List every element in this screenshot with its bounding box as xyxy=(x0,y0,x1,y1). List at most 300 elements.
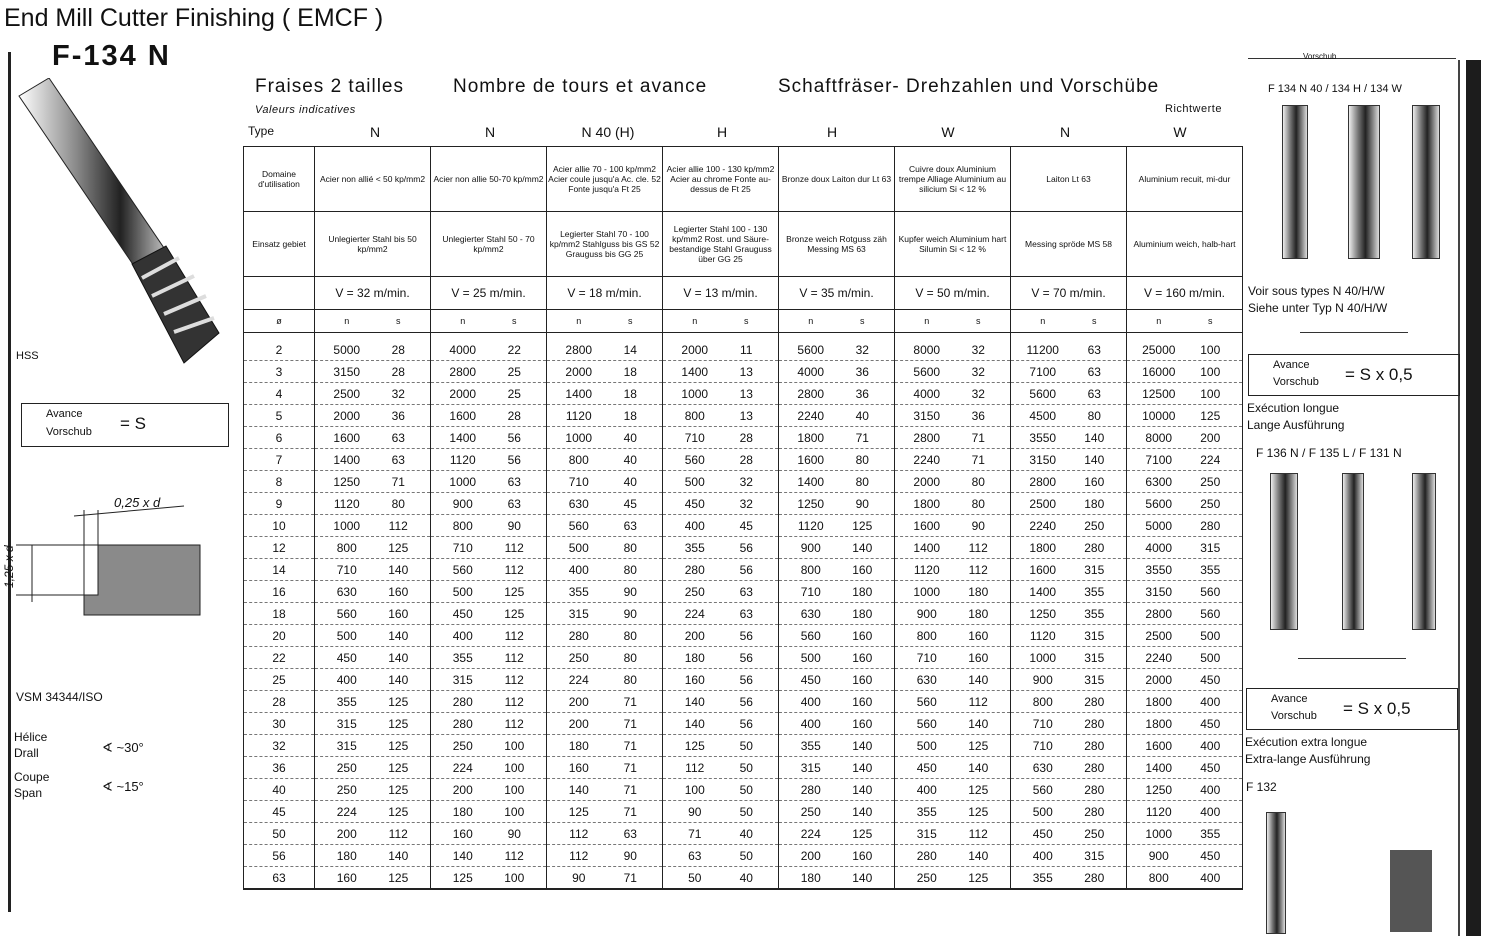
rpm-value: 1800 xyxy=(1029,540,1057,555)
einsatz-cell: Legierter Stahl 70 - 100 kp/mm2 Stahlguss bis GS 52 Grauguss bis GG 25 xyxy=(547,212,663,277)
ns-cell xyxy=(1127,493,1243,515)
header-french-2: Nombre de tours et avance xyxy=(453,76,708,97)
ns-cell xyxy=(895,625,1011,647)
ns-cell xyxy=(431,625,547,647)
rpm-value: 630 xyxy=(1032,760,1053,775)
rpm-value: 2000 xyxy=(333,408,361,423)
voir-text: Voir sous types N 40/H/W xyxy=(1248,284,1385,298)
diameter-header: ø xyxy=(244,310,315,333)
rpm-value: 400 xyxy=(916,782,937,797)
feed-value: 160 xyxy=(968,650,989,665)
rpm-value: 250 xyxy=(800,804,821,819)
ns-cell xyxy=(431,867,547,890)
ns-cell xyxy=(547,823,663,845)
feed-value: 160 xyxy=(852,672,873,687)
rpm-value: 5600 xyxy=(1145,496,1173,511)
rpm-value: 355 xyxy=(336,694,357,709)
ns-cell xyxy=(1011,735,1127,757)
rpm-value: 125 xyxy=(684,738,705,753)
table-row xyxy=(244,471,1243,493)
feed-value: 112 xyxy=(968,562,988,577)
rpm-value: 280 xyxy=(452,694,473,709)
rpm-value: 3150 xyxy=(913,408,941,423)
feed-value: 112 xyxy=(968,826,988,841)
feed-value: 125 xyxy=(388,716,409,731)
ns-cell xyxy=(547,669,663,691)
feed-value: 90 xyxy=(971,518,985,533)
ns-cell xyxy=(431,735,547,757)
feed-value: 125 xyxy=(852,826,873,841)
feed-value: 180 xyxy=(968,584,989,599)
ns-cell xyxy=(779,405,895,427)
feed-value: 500 xyxy=(1200,628,1221,643)
feed-value: 71 xyxy=(623,694,637,709)
feed-value: 280 xyxy=(1084,694,1105,709)
einsatz-label: Einsatz gebiet xyxy=(244,212,315,277)
ns-cell xyxy=(663,471,779,493)
rpm-value: 710 xyxy=(1032,716,1053,731)
rpm-value: 1120 xyxy=(565,408,592,423)
ns-cell xyxy=(663,427,779,449)
rpm-value: 2800 xyxy=(797,386,825,401)
ns-cell xyxy=(1127,383,1243,405)
ns-cell xyxy=(547,779,663,801)
feed-value: 450 xyxy=(1200,672,1221,687)
ns-cell xyxy=(431,361,547,383)
rpm-value: 250 xyxy=(916,870,937,885)
rpm-value: 4000 xyxy=(449,342,477,357)
ns-header xyxy=(547,310,663,333)
right-types-1: F 134 N 40 / 134 H / 134 W xyxy=(1268,83,1402,95)
ns-cell xyxy=(663,383,779,405)
ns-cell xyxy=(315,735,431,757)
domaine-label: Domaine d'utilisation xyxy=(244,147,315,212)
feed-value: 140 xyxy=(1084,430,1105,445)
feed-value: 50 xyxy=(739,782,753,797)
ns-header xyxy=(1011,310,1127,333)
ns-cell xyxy=(779,801,895,823)
rpm-value: 100 xyxy=(684,782,705,797)
feed-value: 280 xyxy=(1200,518,1221,533)
diameter-cell: 25 xyxy=(244,669,315,691)
rpm-value: 630 xyxy=(800,606,821,621)
ns-cell xyxy=(663,449,779,471)
ns-cell xyxy=(663,493,779,515)
ns-cell xyxy=(663,405,779,427)
feed-value: 90 xyxy=(507,518,521,533)
feed-value: 250 xyxy=(1200,496,1221,511)
feed-formula-r1: = S x 0,5 xyxy=(1345,365,1413,384)
feed-value: 140 xyxy=(968,716,989,731)
rpm-value: 2500 xyxy=(1145,628,1173,643)
ns-cell xyxy=(895,757,1011,779)
ns-cell xyxy=(547,647,663,669)
ns-cell xyxy=(547,515,663,537)
ns-cell xyxy=(895,867,1011,890)
rpm-value: 450 xyxy=(336,650,357,665)
domaine-row xyxy=(244,147,1243,212)
ns-cell xyxy=(779,735,895,757)
ns-cell xyxy=(895,361,1011,383)
feed-value: 80 xyxy=(391,496,405,511)
ns-cell xyxy=(431,405,547,427)
ns-cell xyxy=(1127,757,1243,779)
rpm-value: 710 xyxy=(800,584,821,599)
ns-cell xyxy=(1011,713,1127,735)
rpm-value: 1600 xyxy=(797,452,825,467)
rpm-value: 4500 xyxy=(1029,408,1057,423)
rpm-value: 63 xyxy=(688,848,702,863)
speed-cell: V = 160 m/min. xyxy=(1127,277,1243,310)
ns-cell xyxy=(663,757,779,779)
feed-value: 50 xyxy=(739,738,753,753)
rpm-value: 800 xyxy=(336,540,357,555)
feed-value: 112 xyxy=(504,672,524,687)
ns-cell xyxy=(431,449,547,471)
ns-cell xyxy=(895,581,1011,603)
ns-cell xyxy=(315,823,431,845)
rpm-value: 2800 xyxy=(913,430,941,445)
rpm-value: 5000 xyxy=(333,342,361,357)
rpm-value: 1000 xyxy=(565,430,593,445)
ns-cell xyxy=(663,823,779,845)
rpm-value: 12500 xyxy=(1142,386,1176,401)
rpm-value: 4000 xyxy=(913,386,941,401)
rpm-value: 355 xyxy=(568,584,589,599)
speed-cell: V = 70 m/min. xyxy=(1011,277,1127,310)
ns-cell xyxy=(895,471,1011,493)
ns-cell xyxy=(895,493,1011,515)
feed-value: 40 xyxy=(855,408,869,423)
feed-value: 13 xyxy=(739,386,753,401)
ns-cell xyxy=(1127,779,1243,801)
rpm-value: 630 xyxy=(568,496,589,511)
rpm-value: 2800 xyxy=(565,342,593,357)
type-label-col-8: W xyxy=(1173,124,1187,140)
feed-value: 112 xyxy=(388,826,408,841)
feed-value: 71 xyxy=(623,738,637,753)
feed-value: 63 xyxy=(507,496,521,511)
feed-value: 125 xyxy=(968,782,989,797)
rpm-value: 2240 xyxy=(797,408,825,423)
execution-extra-longue: Exécution extra longue xyxy=(1245,735,1368,749)
feed-value: 45 xyxy=(739,518,753,533)
feed-value: 125 xyxy=(968,870,989,885)
feed-value: 355 xyxy=(1200,826,1221,841)
extra-lange-ausfuhrung: Extra-lange Ausführung xyxy=(1245,752,1371,766)
feed-value: 80 xyxy=(623,540,637,555)
rpm-value: 1600 xyxy=(449,408,477,423)
feed-value: 125 xyxy=(968,804,989,819)
diameter-cell: 4 xyxy=(244,383,315,405)
feed-value: 250 xyxy=(1084,518,1105,533)
ns-cell xyxy=(315,559,431,581)
ns-cell xyxy=(779,691,895,713)
feed-value: 80 xyxy=(971,496,985,511)
ns-cell xyxy=(663,339,779,361)
rpm-value: 1120 xyxy=(449,452,476,467)
ns-cell xyxy=(1127,625,1243,647)
ns-cell xyxy=(315,603,431,625)
feed-value: 160 xyxy=(852,716,873,731)
rpm-value: 1600 xyxy=(333,430,361,445)
ns-cell xyxy=(547,713,663,735)
rpm-value: 450 xyxy=(800,672,821,687)
rpm-value: 160 xyxy=(452,826,473,841)
vorschub-label-r2: Vorschub xyxy=(1271,710,1317,722)
rpm-value: 50 xyxy=(688,870,702,885)
rpm-value: 400 xyxy=(800,716,821,731)
ns-cell xyxy=(1127,603,1243,625)
feed-value: 125 xyxy=(388,782,409,797)
rpm-value: 1400 xyxy=(913,540,941,555)
feed-value: 280 xyxy=(1084,540,1105,555)
feed-value: 32 xyxy=(971,342,985,357)
ns-cell xyxy=(895,845,1011,867)
tool-image-3 xyxy=(1412,105,1440,259)
rpm-value: 1120 xyxy=(913,562,940,577)
rpm-value: 400 xyxy=(336,672,357,687)
ns-cell xyxy=(547,405,663,427)
rpm-value: 1400 xyxy=(681,364,709,379)
rpm-value: 1000 xyxy=(333,518,361,533)
feed-value: 56 xyxy=(739,694,753,709)
feed-value: 224 xyxy=(1200,452,1221,467)
einsatz-row xyxy=(244,212,1243,277)
feed-value: 140 xyxy=(852,804,873,819)
avance-box-left xyxy=(21,403,229,447)
rpm-value: 1800 xyxy=(913,496,941,511)
dim-label-side: 1,25 x d xyxy=(2,545,16,588)
ns-cell xyxy=(663,691,779,713)
rpm-value: 710 xyxy=(568,474,589,489)
rpm-value: 2500 xyxy=(333,386,361,401)
ns-cell xyxy=(1011,757,1127,779)
ns-cell xyxy=(431,845,547,867)
rpm-value: 450 xyxy=(916,760,937,775)
ns-cell xyxy=(663,801,779,823)
feed-value: 355 xyxy=(1084,606,1105,621)
rpm-value: 1120 xyxy=(1029,628,1056,643)
domaine-cell: Cuivre doux Aluminium trempe Alliage Aluminium au silicium Si < 12 % xyxy=(895,147,1011,212)
ns-cell xyxy=(1011,669,1127,691)
header-french: Fraises 2 tailles xyxy=(255,76,404,97)
ns-cell xyxy=(663,515,779,537)
helice-angle: ∢ ~30° xyxy=(102,740,144,755)
feed-value: 112 xyxy=(968,540,988,555)
rpm-value: 315 xyxy=(916,826,937,841)
feed-value: 125 xyxy=(388,870,409,885)
n-header: n xyxy=(692,316,698,326)
rpm-value: 3150 xyxy=(1145,584,1173,599)
ns-cell xyxy=(1011,867,1127,890)
ns-cell xyxy=(779,823,895,845)
ns-cell xyxy=(1127,361,1243,383)
ns-cell xyxy=(315,801,431,823)
avance-box-right-2 xyxy=(1246,688,1458,730)
ns-cell xyxy=(895,383,1011,405)
rpm-value: 200 xyxy=(452,782,473,797)
ns-cell xyxy=(431,383,547,405)
f132-label: F 132 xyxy=(1246,780,1277,794)
ns-cell xyxy=(431,581,547,603)
ns-cell xyxy=(1127,339,1243,361)
ns-cell xyxy=(315,493,431,515)
ns-cell xyxy=(315,845,431,867)
ns-cell xyxy=(1011,823,1127,845)
ns-cell xyxy=(895,801,1011,823)
ns-cell xyxy=(1011,449,1127,471)
feed-value: 560 xyxy=(1200,584,1221,599)
rpm-value: 224 xyxy=(684,606,705,621)
ns-cell xyxy=(1011,691,1127,713)
ns-cell xyxy=(1011,801,1127,823)
ns-cell xyxy=(779,383,895,405)
rpm-value: 355 xyxy=(1032,870,1053,885)
ns-cell xyxy=(547,867,663,890)
rpm-value: 560 xyxy=(568,518,589,533)
s-header: s xyxy=(396,316,401,326)
s-header: s xyxy=(860,316,865,326)
ns-cell xyxy=(547,757,663,779)
feed-value: 56 xyxy=(739,562,753,577)
feed-value: 56 xyxy=(739,650,753,665)
feed-value: 63 xyxy=(623,826,637,841)
rpm-value: 5000 xyxy=(1145,518,1173,533)
feed-value: 112 xyxy=(388,518,408,533)
diameter-cell: 14 xyxy=(244,559,315,581)
rpm-value: 355 xyxy=(916,804,937,819)
feed-value: 280 xyxy=(1084,804,1105,819)
rpm-value: 400 xyxy=(452,628,473,643)
ns-cell xyxy=(663,361,779,383)
ns-cell xyxy=(1011,537,1127,559)
feed-value: 125 xyxy=(504,606,525,621)
ns-cell xyxy=(663,867,779,890)
ns-cell xyxy=(663,779,779,801)
rpm-value: 3150 xyxy=(333,364,361,379)
feed-value: 315 xyxy=(1084,672,1105,687)
ns-cell xyxy=(895,537,1011,559)
feed-value: 22 xyxy=(507,342,521,357)
rpm-value: 500 xyxy=(452,584,473,599)
diameter-cell: 2 xyxy=(244,339,315,361)
feed-value: 40 xyxy=(623,474,637,489)
rpm-value: 1800 xyxy=(1145,694,1173,709)
rpm-value: 315 xyxy=(452,672,473,687)
ns-cell xyxy=(315,867,431,890)
header-german: Schaftfräser- Drehzahlen und Vorschübe xyxy=(778,76,1160,97)
feed-value: 140 xyxy=(852,760,873,775)
diameter-cell: 16 xyxy=(244,581,315,603)
feed-value: 11 xyxy=(740,342,753,357)
table-row xyxy=(244,757,1243,779)
feed-value: 160 xyxy=(852,694,873,709)
rpm-value: 1400 xyxy=(333,452,361,467)
feed-value: 63 xyxy=(1087,364,1101,379)
feed-value: 56 xyxy=(507,452,521,467)
ns-cell xyxy=(663,735,779,757)
feed-value: 355 xyxy=(1200,562,1221,577)
avance-label-r2: Avance xyxy=(1271,693,1308,705)
ns-cell xyxy=(779,669,895,691)
rpm-value: 125 xyxy=(568,804,589,819)
feed-value: 36 xyxy=(855,364,869,379)
feed-value: 400 xyxy=(1200,782,1221,797)
rpm-value: 200 xyxy=(568,716,589,731)
feed-value: 160 xyxy=(852,650,873,665)
dim-label-top: 0,25 x d xyxy=(114,495,161,510)
rpm-value: 2240 xyxy=(913,452,941,467)
feed-value: 100 xyxy=(1200,342,1221,357)
table-row xyxy=(244,559,1243,581)
feed-value: 25 xyxy=(507,386,521,401)
diameter-cell: 8 xyxy=(244,471,315,493)
feed-value: 112 xyxy=(504,694,524,709)
table-row xyxy=(244,405,1243,427)
table-row xyxy=(244,603,1243,625)
ns-cell xyxy=(663,845,779,867)
ns-cell xyxy=(895,427,1011,449)
rpm-value: 900 xyxy=(452,496,473,511)
rpm-value: 500 xyxy=(916,738,937,753)
rpm-value: 710 xyxy=(1032,738,1053,753)
feed-value: 400 xyxy=(1200,738,1221,753)
ns-cell xyxy=(1127,559,1243,581)
feed-value: 100 xyxy=(504,738,525,753)
feed-value: 315 xyxy=(1084,650,1105,665)
feed-value: 450 xyxy=(1200,760,1221,775)
feed-value: 71 xyxy=(623,760,637,775)
rpm-value: 160 xyxy=(684,672,705,687)
rpm-value: 2000 xyxy=(565,364,593,379)
diameter-cell: 22 xyxy=(244,647,315,669)
rpm-value: 1600 xyxy=(1145,738,1173,753)
s-header: s xyxy=(628,316,633,326)
rpm-value: 1400 xyxy=(1145,760,1173,775)
rpm-value: 450 xyxy=(684,496,705,511)
ns-cell xyxy=(547,625,663,647)
feed-value: 100 xyxy=(504,870,525,885)
einsatz-cell: Kupfer weich Aluminium hart Silumin Si < 12 % xyxy=(895,212,1011,277)
rpm-value: 1400 xyxy=(1029,584,1057,599)
ns-cell xyxy=(1127,735,1243,757)
ns-cell xyxy=(315,581,431,603)
ns-cell xyxy=(1011,779,1127,801)
rpm-value: 8000 xyxy=(913,342,941,357)
rpm-value: 200 xyxy=(568,694,589,709)
rpm-value: 400 xyxy=(800,694,821,709)
rpm-value: 1600 xyxy=(913,518,941,533)
feed-value: 100 xyxy=(504,804,525,819)
tool-image-1 xyxy=(1282,105,1308,259)
rpm-value: 2000 xyxy=(913,474,941,489)
n-header: n xyxy=(460,316,466,326)
rpm-value: 250 xyxy=(452,738,473,753)
ns-cell xyxy=(431,669,547,691)
ns-cell xyxy=(895,669,1011,691)
rpm-value: 3150 xyxy=(1029,452,1057,467)
ns-cell xyxy=(315,427,431,449)
feed-value: 18 xyxy=(623,364,637,379)
feed-value: 280 xyxy=(1084,782,1105,797)
rpm-value: 800 xyxy=(568,452,589,467)
table-row xyxy=(244,845,1243,867)
feed-value: 63 xyxy=(623,518,637,533)
feed-value: 140 xyxy=(852,738,873,753)
feed-value: 125 xyxy=(504,584,525,599)
feed-value: 140 xyxy=(852,540,873,555)
